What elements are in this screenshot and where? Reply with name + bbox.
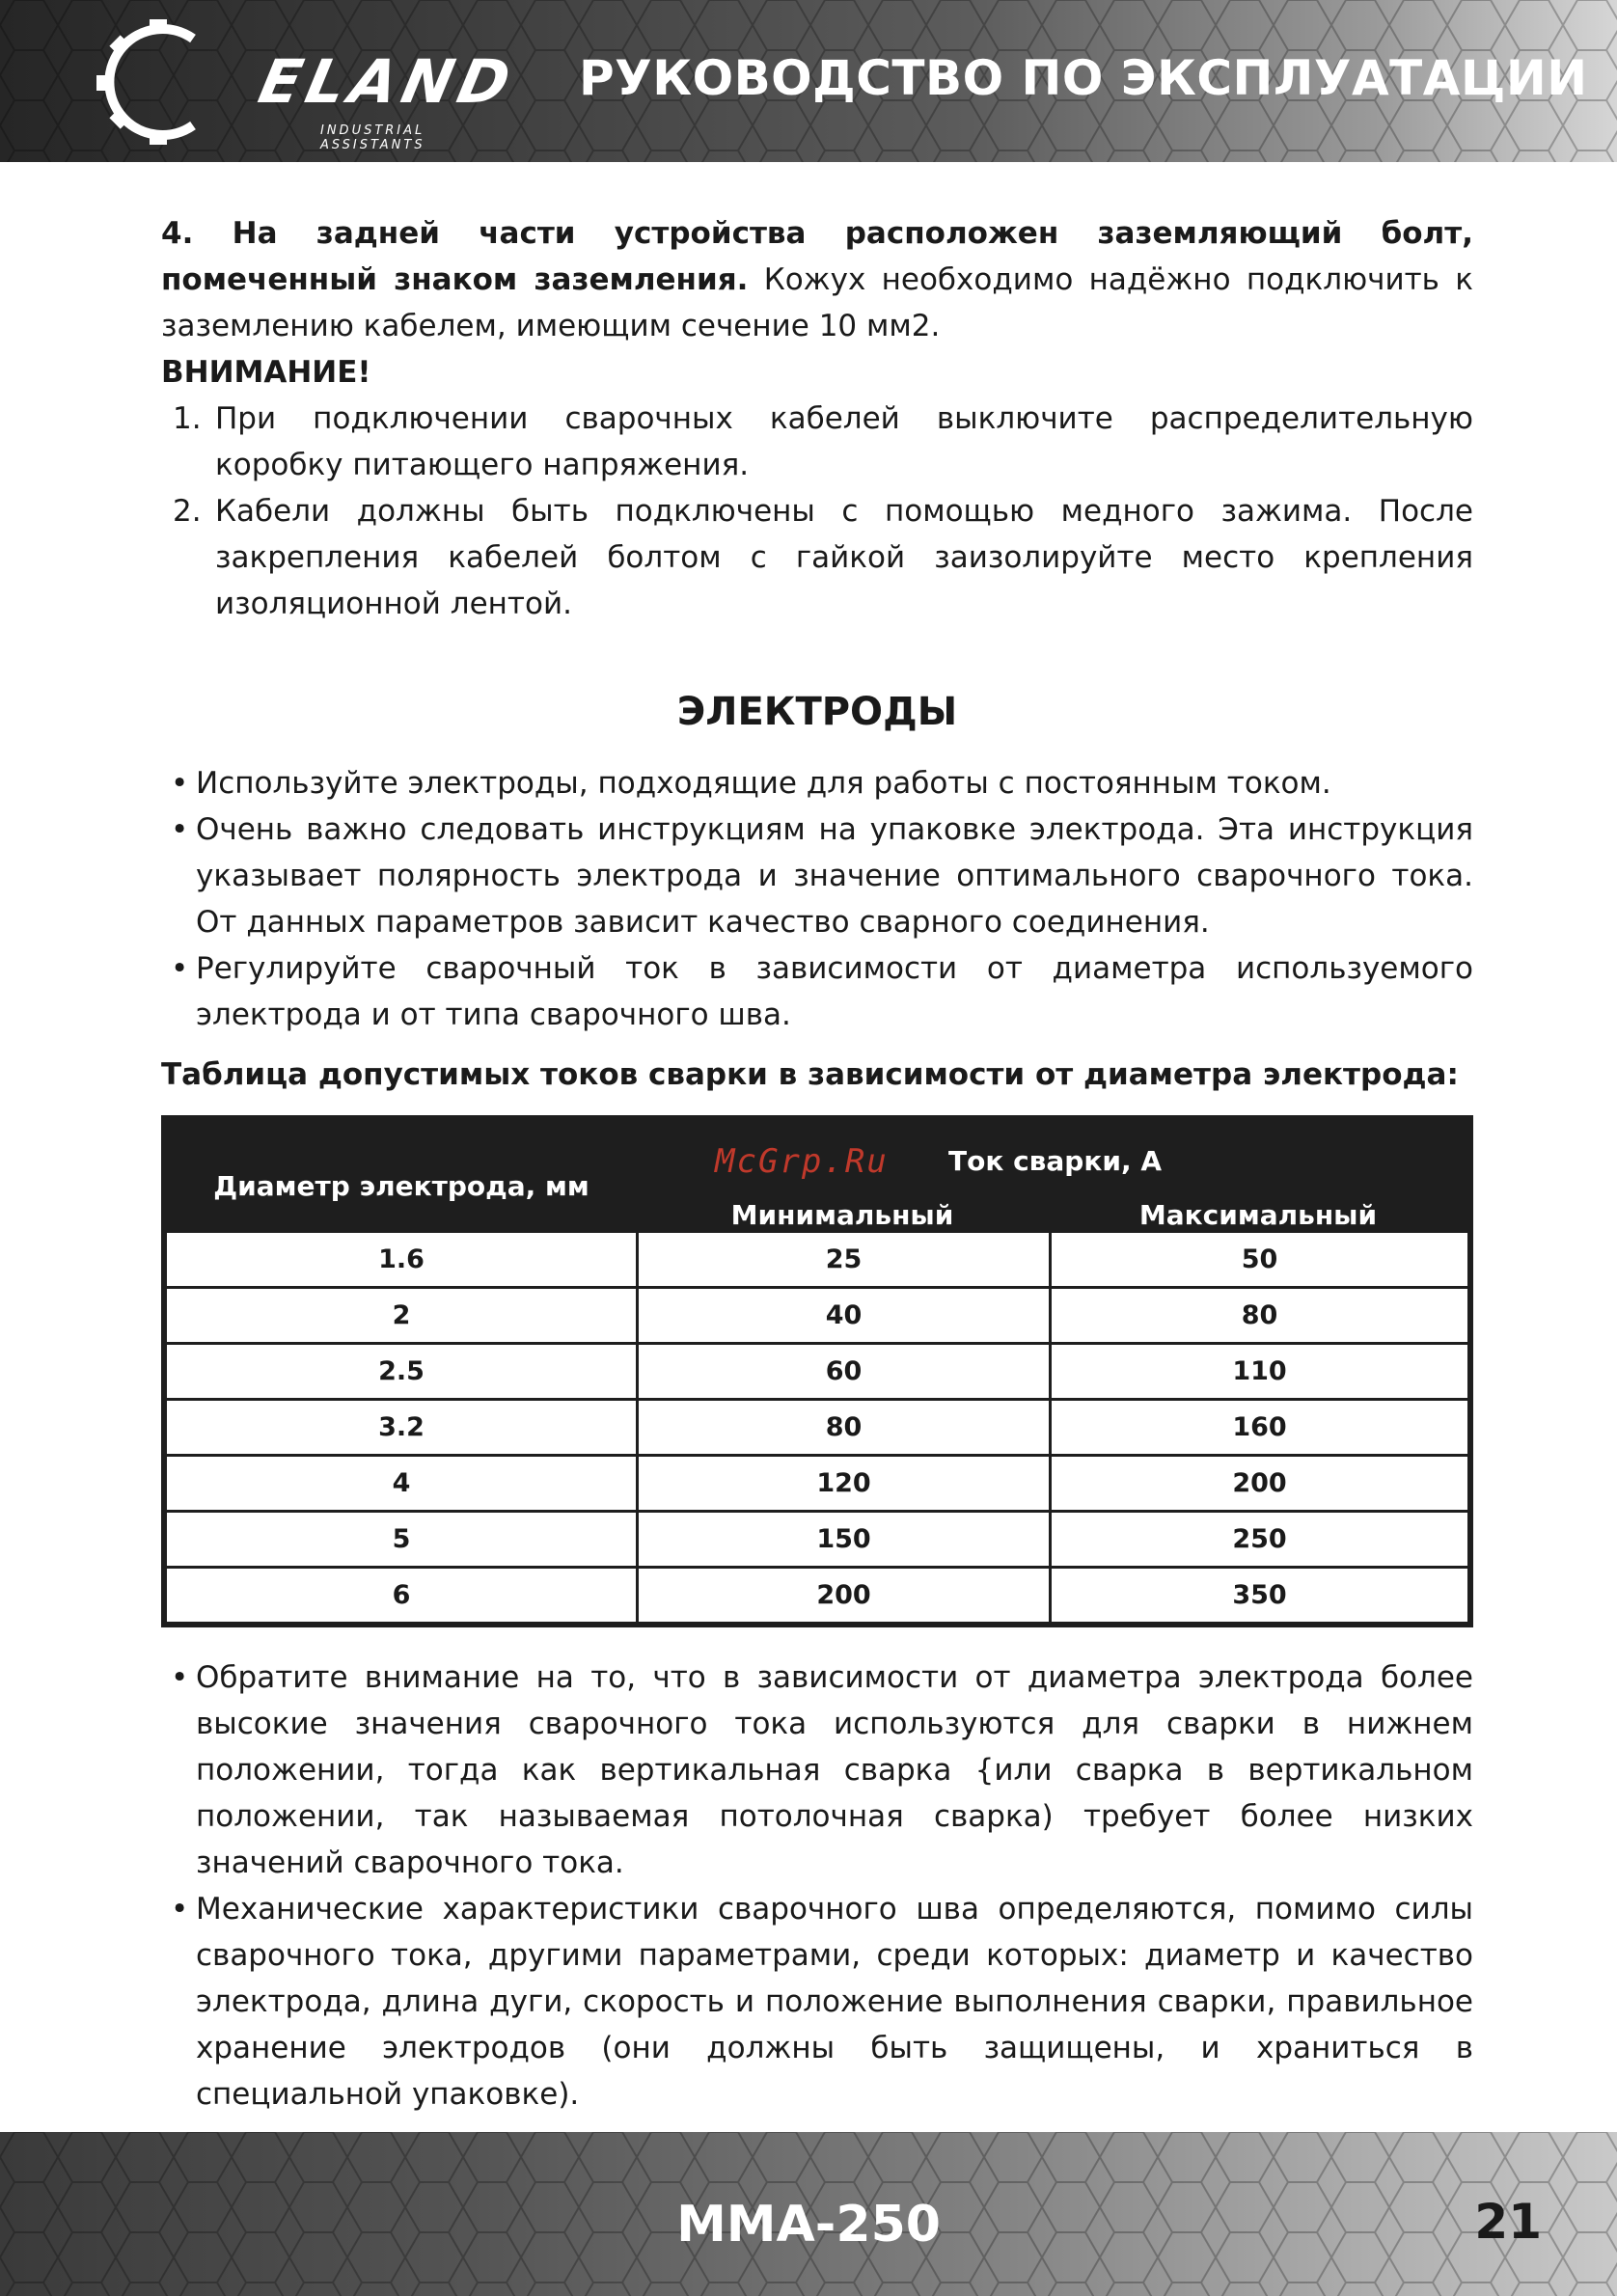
model-name: MMA-250 <box>676 2196 941 2254</box>
cell-diameter: 2.5 <box>167 1345 639 1398</box>
list-item <box>161 1886 1473 2118</box>
cell-diameter: 4 <box>167 1457 639 1510</box>
page-footer <box>0 2132 1617 2296</box>
cell-max: 350 <box>1052 1569 1467 1622</box>
table-row <box>167 1513 1467 1566</box>
brand-logo <box>96 19 522 152</box>
header-min: Минимальный <box>730 1199 954 1231</box>
electrode-bullets <box>161 760 1473 1038</box>
cell-diameter: 5 <box>167 1513 639 1566</box>
list-item-text: Регулируйте сварочный ток в зависимости от диаметра используемого электрода и от типа сварочного шва. <box>196 951 1473 1032</box>
table-row <box>167 1457 1467 1510</box>
list-item <box>161 1654 1473 1886</box>
warning-title: ВНИМАНИЕ! <box>161 355 371 390</box>
cell-min: 200 <box>639 1569 1052 1622</box>
section-title: ЭЛЕКТРОДЫ <box>676 690 958 734</box>
cell-max: 110 <box>1052 1345 1467 1398</box>
table-caption: Таблица допустимых токов сварки в зависимости от диаметра электрода: <box>161 1057 1459 1092</box>
table-row <box>167 1289 1467 1342</box>
page-content <box>161 210 1473 2118</box>
header-max: Максимальный <box>1138 1199 1378 1231</box>
table-body <box>167 1233 1467 1622</box>
page-header <box>0 0 1617 162</box>
list-item-text: Кабели должны быть подключены с помощью медного зажима. После закрепления кабелей болтом с гайкой заизолируйте место крепления изоляционной лентой. <box>215 494 1473 621</box>
header-current: Ток сварки, А <box>948 1145 1163 1177</box>
table-header <box>167 1121 1467 1233</box>
bullet-icon: • <box>171 766 189 801</box>
cell-min: 120 <box>639 1457 1052 1510</box>
brand-subtitle: INDUSTRIAL ASSISTANTS <box>320 123 425 152</box>
notes-bullets <box>161 1654 1473 2118</box>
list-item <box>161 488 1473 627</box>
bullet-icon: • <box>171 1892 189 1927</box>
table-row <box>167 1569 1467 1622</box>
bullet-icon: • <box>171 812 189 847</box>
grounding-bold-text: 4. На задней части устройства расположен заземляющий болт, помеченный знаком заземления. <box>161 216 1473 297</box>
header-diameter: Диаметр электрода, мм <box>213 1170 589 1202</box>
cell-max: 250 <box>1052 1513 1467 1566</box>
cell-diameter: 6 <box>167 1569 639 1622</box>
list-item <box>161 945 1473 1038</box>
table-row <box>167 1345 1467 1398</box>
cell-max: 160 <box>1052 1401 1467 1454</box>
current-table <box>161 1115 1473 1627</box>
list-item <box>161 760 1473 806</box>
page-number: 21 <box>1474 2194 1542 2250</box>
list-number: 2. <box>173 494 202 529</box>
list-number: 1. <box>173 401 202 436</box>
document-title: РУКОВОДСТВО ПО ЭКСПЛУАТАЦИИ <box>579 50 1588 106</box>
warning-list <box>161 396 1473 627</box>
cell-min: 150 <box>639 1513 1052 1566</box>
list-item-text: При подключении сварочных кабелей выключите распределительную коробку питающего напряжения. <box>215 401 1473 482</box>
gear-icon <box>96 19 222 145</box>
grounding-normal-text: Кожух необходимо надёжно подключить к заземлению кабелем, имеющим сечение 10 мм2. <box>161 262 1473 343</box>
bullet-icon: • <box>171 951 189 986</box>
list-item-text: Механические характеристики сварочного шва определяются, помимо силы сварочного тока, другими параметрами, среди которых: диаметр и качество электрода, длина дуги, скорость и положение выполнения сварки, правильное хранение электродов (они должны быть защищены, и храниться в специальной упаковке). <box>196 1892 1473 2112</box>
cell-min: 40 <box>639 1289 1052 1342</box>
list-item-text: Очень важно следовать инструкциям на упаковке электрода. Эта инструкция указывает полярность электрода и значение оптимального сварочного тока. От данных параметров зависит качество сварного соединения. <box>196 812 1473 940</box>
grounding-paragraph <box>161 210 1473 349</box>
cell-min: 25 <box>639 1233 1052 1286</box>
cell-diameter: 1.6 <box>167 1233 639 1286</box>
list-item-text: Используйте электроды, подходящие для работы с постоянным током. <box>196 766 1331 801</box>
table-row <box>167 1401 1467 1454</box>
brand-name: ELAND <box>253 46 522 117</box>
list-item <box>161 396 1473 488</box>
cell-min: 60 <box>639 1345 1052 1398</box>
cell-diameter: 2 <box>167 1289 639 1342</box>
bullet-icon: • <box>171 1660 189 1695</box>
cell-min: 80 <box>639 1401 1052 1454</box>
list-item <box>161 806 1473 945</box>
watermark: McGrp.Ru <box>715 1142 889 1181</box>
cell-diameter: 3.2 <box>167 1401 639 1454</box>
table-row <box>167 1233 1467 1286</box>
cell-max: 200 <box>1052 1457 1467 1510</box>
list-item-text: Обратите внимание на то, что в зависимости от диаметра электрода более высокие значения сварочного тока используются для сварки в нижнем положении, тогда как вертикальная сварка {или сварка в вертикальном положении, так называемая потолочная сварка) требует более низких значений сварочного тока. <box>196 1660 1473 1880</box>
cell-max: 50 <box>1052 1233 1467 1286</box>
cell-max: 80 <box>1052 1289 1467 1342</box>
